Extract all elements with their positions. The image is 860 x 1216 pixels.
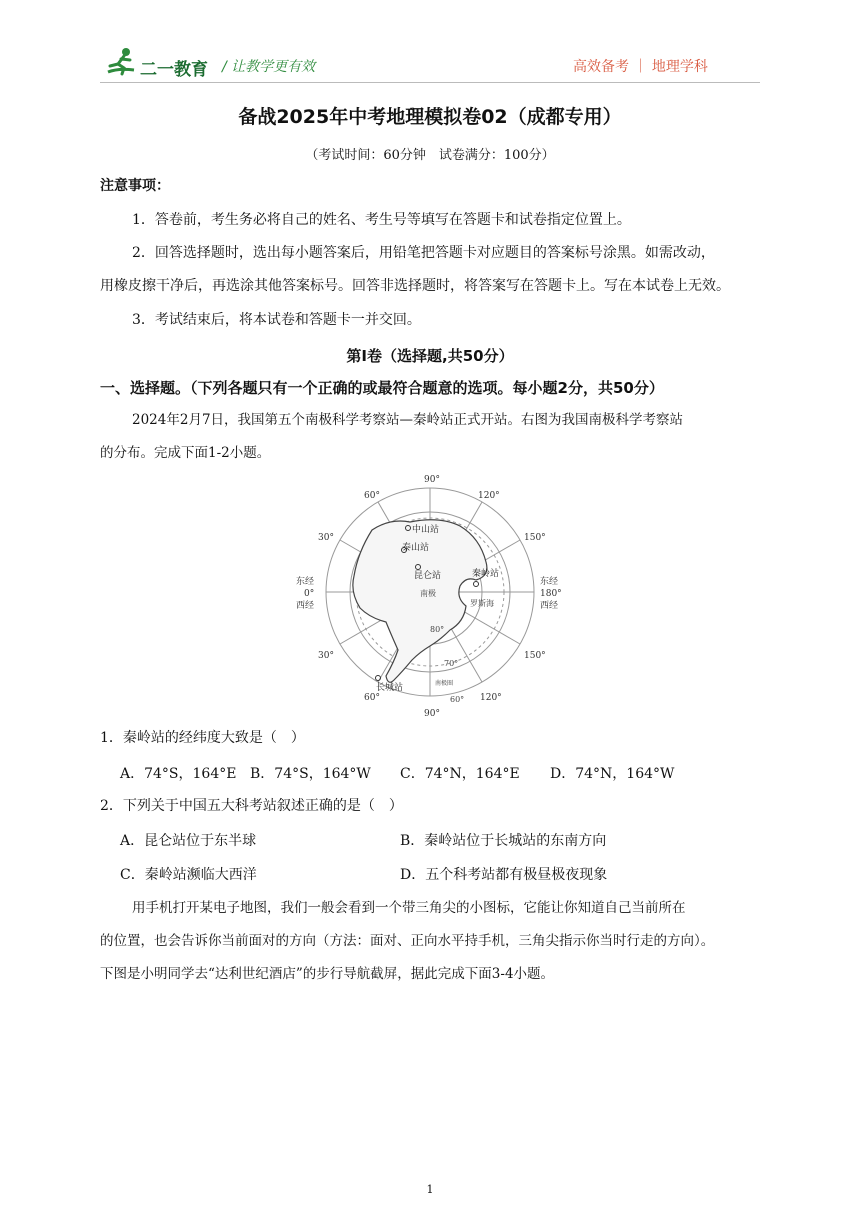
map-lon-label: 150° xyxy=(524,651,546,661)
map-lon-label: 西经 xyxy=(540,601,559,611)
intro-paragraph: 下图是小明同学去“达利世纪酒店”的步行导航截屏，据此完成下面3-4小题。 xyxy=(100,966,555,982)
map-lon-label: 东经 xyxy=(296,577,315,587)
map-lon-label: 西经 xyxy=(296,601,315,611)
header-right-text: 高效备考 ｜ 地理学科 xyxy=(573,59,708,75)
map-ross-sea-label: 罗斯海 xyxy=(470,599,494,608)
logo-text: 二一教育 xyxy=(140,60,208,80)
q1-option-d[interactable]: D．74°N，164°W xyxy=(550,766,675,782)
station-label-taishan: 泰山站 xyxy=(402,543,430,553)
part-title: 第Ⅰ卷（选择题,共50分） xyxy=(346,347,514,365)
map-lon-label: 60° xyxy=(364,693,380,703)
runner-logo-icon xyxy=(104,46,140,78)
map-lat-label: 70° xyxy=(444,659,459,668)
intro-paragraph: 的位置，也会告诉你当前面对的方向（方法：面对、正向水平持手机，三角尖指示你当时行走的方向）。 xyxy=(100,933,715,949)
q2-option-b[interactable]: B．秦岭站位于长城站的东南方向 xyxy=(400,833,607,849)
q1-option-b[interactable]: B．74°S，164°W xyxy=(250,766,371,782)
notice-item: 1．答卷前，考生务必将自己的姓名、考生号等填写在答题卡和试卷指定位置上。 xyxy=(132,212,631,228)
map-lon-label: 150° xyxy=(524,533,546,543)
q1-option-a[interactable]: A．74°S，164°E xyxy=(120,766,237,782)
map-lat-label: 60° xyxy=(450,695,465,704)
page-subtitle: （考试时间：60分钟 试卷满分：100分） xyxy=(305,148,555,163)
map-lon-label: 30° xyxy=(318,651,334,661)
map-lon-label: 30° xyxy=(318,533,334,543)
map-lon-label: 120° xyxy=(478,491,500,501)
map-lon-label: 0° xyxy=(304,589,315,599)
page-header xyxy=(0,0,860,90)
map-antarctic-circle-label: 南极圈 xyxy=(435,680,454,687)
map-lat-label: 80° xyxy=(430,625,445,634)
q2-option-d[interactable]: D．五个科考站都有极昼极夜现象 xyxy=(400,867,608,883)
map-south-pole-label: 南极 xyxy=(420,589,436,598)
q2-option-a[interactable]: A．昆仑站位于东半球 xyxy=(120,833,257,849)
question-1-stem: 1．秦岭站的经纬度大致是（ ） xyxy=(100,730,305,746)
antarctic-station-map xyxy=(290,472,570,722)
page-number: 1 xyxy=(426,1183,434,1196)
page-title: 备战2025年中考地理模拟卷02（成都专用） xyxy=(238,106,622,128)
station-label-qinling: 秦岭站 xyxy=(472,569,500,579)
intro-paragraph: 用手机打开某电子地图，我们一般会看到一个带三角尖的小图标，它能让你知道自己当前所在 xyxy=(132,900,686,916)
notice-item: 用橡皮擦干净后，再选涂其他答案标号。回答非选择题时，将答案写在答题卡上。写在本试卷上无效。 xyxy=(100,278,730,294)
station-label-kunlun: 昆仑站 xyxy=(414,571,442,581)
notice-item: 3．考试结束后，将本试卷和答题卡一并交回。 xyxy=(132,312,421,328)
map-lon-label: 60° xyxy=(364,491,380,501)
slogan: / 让教学更有效 xyxy=(222,59,316,75)
header-divider xyxy=(100,82,760,83)
question-2-stem: 2．下列关于中国五大科考站叙述正确的是（ ） xyxy=(100,798,403,814)
station-label-great-wall: 长城站 xyxy=(376,683,404,693)
map-lon-label: 90° xyxy=(424,475,440,485)
intro-paragraph: 的分布。完成下面1-2小题。 xyxy=(100,445,271,461)
notice-heading: 注意事项： xyxy=(100,178,170,194)
station-label-zhongshan: 中山站 xyxy=(412,525,440,535)
q1-option-c[interactable]: C．74°N，164°E xyxy=(400,766,520,782)
map-lon-label: 180° xyxy=(540,589,562,599)
map-lon-label: 东经 xyxy=(540,577,559,587)
map-lon-label: 90° xyxy=(424,709,440,719)
q2-option-c[interactable]: C．秦岭站濒临大西洋 xyxy=(120,867,257,883)
intro-paragraph: 2024年2月7日，我国第五个南极科学考察站—秦岭站正式开站。右图为我国南极科学考察站 xyxy=(132,412,684,428)
notice-item: 2．回答选择题时，选出每小题答案后，用铅笔把答题卡对应题目的答案标号涂黑。如需改动， xyxy=(132,245,715,261)
section-heading: 一、选择题。（下列各题只有一个正确的或最符合题意的选项。每小题2分，共50分） xyxy=(100,379,664,397)
map-lon-label: 120° xyxy=(480,693,502,703)
